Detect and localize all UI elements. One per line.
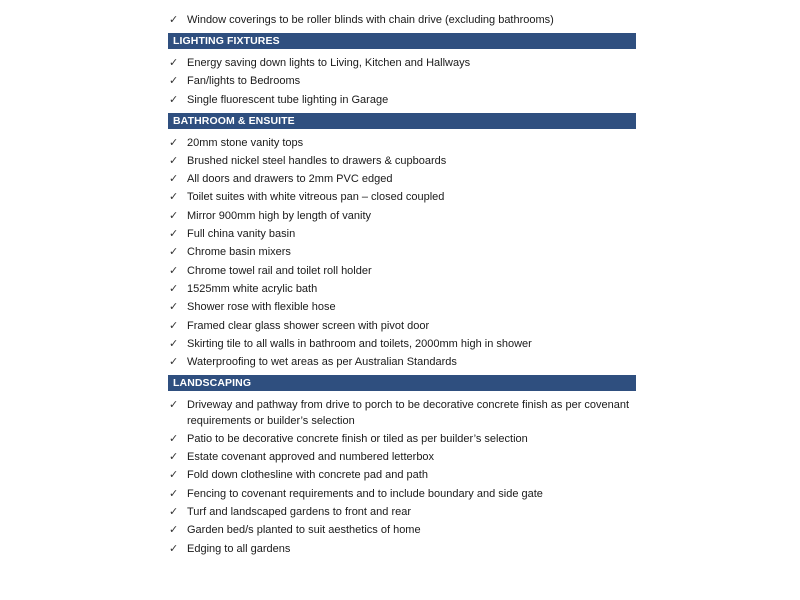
checkmark-icon: ✓ bbox=[169, 245, 179, 259]
checkmark-icon: ✓ bbox=[169, 135, 179, 149]
section-header-bathroom: BATHROOM & ENSUITE bbox=[168, 113, 636, 129]
list-item bbox=[168, 189, 636, 205]
checkmark-icon: ✓ bbox=[169, 300, 179, 314]
list-item-text: Fan/lights to Bedrooms bbox=[187, 75, 301, 88]
checkmark-icon: ✓ bbox=[169, 318, 179, 332]
list-item-text: Waterproofing to wet areas as per Australian Standards bbox=[187, 356, 457, 369]
list-item bbox=[168, 318, 636, 334]
checkmark-icon: ✓ bbox=[169, 336, 179, 350]
list-item bbox=[168, 12, 636, 28]
list-item bbox=[168, 226, 636, 242]
list-item-text: Skirting tile to all walls in bathroom and toilets, 2000mm high in shower bbox=[187, 337, 532, 350]
list-item bbox=[168, 354, 636, 370]
checkmark-icon: ✓ bbox=[169, 172, 179, 186]
list-item-text: Turf and landscaped gardens to front and rear bbox=[187, 505, 412, 518]
list-item-text: Fold down clothesline with concrete pad and path bbox=[187, 469, 428, 482]
list-item bbox=[168, 263, 636, 279]
list-item bbox=[168, 208, 636, 224]
list-item-text: 20mm stone vanity tops bbox=[187, 136, 304, 149]
list-item bbox=[168, 299, 636, 315]
list-item bbox=[168, 397, 636, 429]
checkmark-icon: ✓ bbox=[169, 281, 179, 295]
list-item-text: Toilet suites with white vitreous pan – closed coupled bbox=[187, 191, 445, 204]
list-item-text: Patio to be decorative concrete finish or tiled as per builder’s selection bbox=[187, 432, 528, 445]
list-item-text: Fencing to covenant requirements and to include boundary and side gate bbox=[187, 487, 543, 500]
list-item bbox=[168, 153, 636, 169]
checkmark-icon: ✓ bbox=[169, 523, 179, 537]
list-item bbox=[168, 281, 636, 297]
checkmark-icon: ✓ bbox=[169, 13, 179, 26]
list-item-text: Garden bed/s planted to suit aesthetics of home bbox=[187, 524, 421, 537]
list-item bbox=[168, 244, 636, 260]
list-item bbox=[168, 467, 636, 483]
inclusions-document bbox=[168, 12, 636, 559]
checkmark-icon: ✓ bbox=[169, 450, 179, 464]
list-item-text: Shower rose with flexible hose bbox=[187, 301, 336, 314]
list-item bbox=[168, 336, 636, 352]
list-item bbox=[168, 449, 636, 465]
checkmark-icon: ✓ bbox=[169, 486, 179, 500]
checkmark-icon: ✓ bbox=[169, 74, 179, 88]
list-item-text: Single fluorescent tube lighting in Garage bbox=[187, 93, 389, 106]
checkmark-icon: ✓ bbox=[169, 468, 179, 482]
list-item-text: Energy saving down lights to Living, Kitchen and Hallways bbox=[187, 57, 471, 69]
list-item bbox=[168, 73, 636, 89]
list-item-text: 1525mm white acrylic bath bbox=[187, 282, 318, 295]
list-item-text: Edging to all gardens bbox=[187, 542, 291, 555]
section-header-lighting: LIGHTING FIXTURES bbox=[168, 33, 636, 49]
checkmark-icon: ✓ bbox=[169, 190, 179, 204]
list-item-text: Window coverings to be roller blinds with chain drive (excluding bathrooms) bbox=[187, 14, 554, 26]
list-item-text: Full china vanity basin bbox=[187, 228, 296, 241]
list-item bbox=[168, 92, 636, 108]
section-header-landscaping: LANDSCAPING bbox=[168, 375, 636, 391]
list-item-text: Estate covenant approved and numbered letterbox bbox=[187, 451, 435, 464]
list-item-text: Brushed nickel steel handles to drawers & cupboards bbox=[187, 154, 447, 167]
list-item bbox=[168, 55, 636, 71]
list-item bbox=[168, 541, 636, 557]
checkmark-icon: ✓ bbox=[169, 431, 179, 445]
list-item bbox=[168, 431, 636, 447]
list-item-text: Framed clear glass shower screen with pivot door bbox=[187, 319, 430, 332]
list-item bbox=[168, 504, 636, 520]
checkmark-icon: ✓ bbox=[169, 504, 179, 518]
checkmark-icon: ✓ bbox=[169, 56, 179, 69]
list-item bbox=[168, 135, 636, 151]
list-item-text: All doors and drawers to 2mm PVC edged bbox=[187, 173, 393, 186]
list-item-text: Chrome basin mixers bbox=[187, 246, 291, 259]
list-item-text: Chrome towel rail and toilet roll holder bbox=[187, 264, 372, 277]
list-item bbox=[168, 171, 636, 187]
checkmark-icon: ✓ bbox=[169, 227, 179, 241]
checkmark-icon: ✓ bbox=[169, 208, 179, 222]
checkmark-icon: ✓ bbox=[169, 541, 179, 555]
list-item-text: Driveway and pathway from drive to porch to be decorative concrete finish as per covenant requirements or builder’s selection bbox=[187, 399, 630, 428]
list-item bbox=[168, 486, 636, 502]
checkmark-icon: ✓ bbox=[169, 263, 179, 277]
list-item-text: Mirror 900mm high by length of vanity bbox=[187, 209, 372, 222]
list-item bbox=[168, 522, 636, 538]
checkmark-icon: ✓ bbox=[169, 355, 179, 369]
checkmark-icon: ✓ bbox=[169, 153, 179, 167]
checkmark-icon: ✓ bbox=[169, 398, 179, 412]
checkmark-icon: ✓ bbox=[169, 92, 179, 106]
